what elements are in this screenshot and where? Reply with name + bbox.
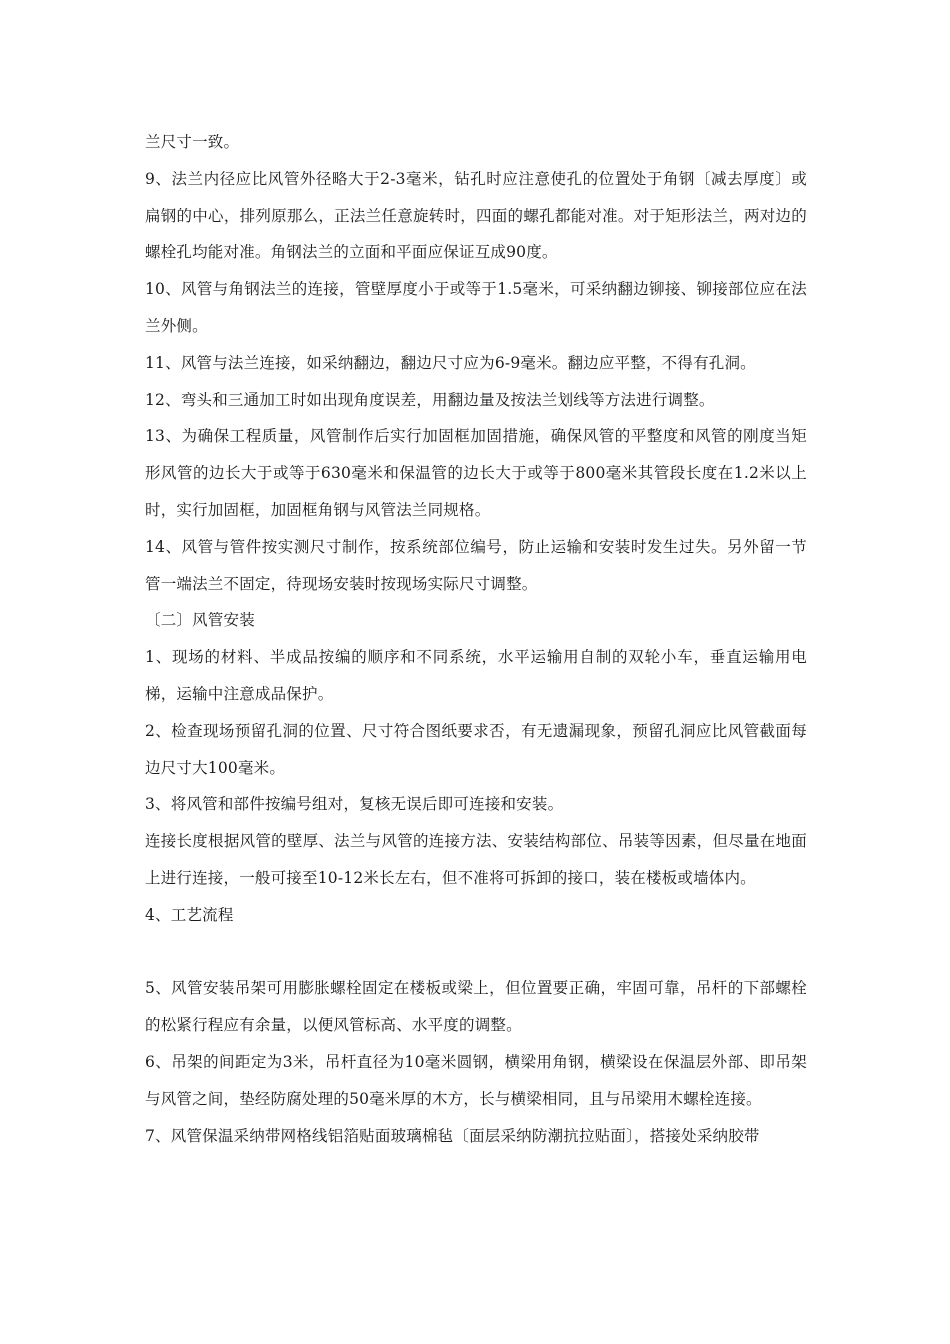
paragraph-item-12: 12、弯头和三通加工时如出现角度误差，用翻边量及按法兰划线等方法进行调整。 (145, 390, 715, 409)
blank-line (145, 934, 807, 971)
section-heading-duct-installation: 〔二〕风管安装 (145, 611, 255, 630)
paragraph-connection-length: 连接长度根据风管的壁厚、法兰与风管的连接方法、安装结构部位、吊装等因素，但尽量在地面上进行连接，一般可接至10-12米长左右，但不准将可拆卸的接口，装在楼板或墙体内。 (145, 832, 807, 887)
paragraph-item-14: 14、风管与管件按实测尺寸制作，按系统部位编号，防止运输和安装时发生过失。另外留一节管一端法兰不固定，待现场安装时按现场实际尺寸调整。 (145, 537, 807, 593)
paragraph-install-1: 1、现场的材料、半成品按编的顺序和不同系统，水平运输用自制的双轮小车，垂直运输用电梯，运输中注意成品保护。 (145, 648, 807, 703)
paragraph-install-7: 7、风管保温采纳带网格线铝箔贴面玻璃棉毡〔面层采纳防潮抗拉贴面〕，搭接处采纳胶带 (145, 1126, 760, 1145)
paragraph-flange-size-end: 兰尺寸一致。 (145, 133, 240, 151)
paragraph-install-2: 2、检查现场预留孔洞的位置、尺寸符合图纸要求否，有无遗漏现象，预留孔洞应比风管截面每边尺寸大100毫米。 (145, 721, 807, 777)
document-body (145, 124, 807, 1154)
paragraph-item-10: 10、风管与角钢法兰的连接，管壁厚度小于或等于1.5毫米，可采纳翻边铆接、铆接部位应在法兰外侧。 (145, 280, 807, 335)
paragraph-install-6: 6、吊架的间距定为3米，吊杆直径为10毫米圆钢，横梁用角钢，横梁设在保温层外部、即吊架与风管之间，垫经防腐处理的50毫米厚的木方，长与横梁相同，且与吊梁用木螺栓连接。 (145, 1052, 807, 1108)
paragraph-item-9: 9、法兰内径应比风管外径略大于2-3毫米，钻孔时应注意使孔的位置处于角钢〔减去厚度〕或扁钢的中心，排列原那么，正法兰任意旋转时，四面的螺孔都能对准。对于矩形法兰，两对边的螺栓孔均能对准。角钢法兰的立面和平面应保证互成90度。 (145, 169, 807, 262)
paragraph-install-3: 3、将风管和部件按编号组对，复核无误后即可连接和安装。 (145, 795, 564, 814)
paragraph-item-11: 11、风管与法兰连接，如采纳翻边，翻边尺寸应为6-9毫米。翻边应平整，不得有孔洞。 (145, 353, 756, 372)
paragraph-item-13: 13、为确保工程质量，风管制作后实行加固框加固措施，确保风管的平整度和风管的刚度当矩形风管的边长大于或等于630毫米和保温管的边长大于或等于800毫米其管段长度在1.2米以上时，实行加固框，加固框角钢与风管法兰同规格。 (145, 427, 807, 519)
paragraph-install-5: 5、风管安装吊架可用膨胀螺栓固定在楼板或梁上，但位置要正确，牢固可靠，吊杆的下部螺栓的松紧行程应有余量，以便风管标高、水平度的调整。 (145, 979, 807, 1035)
paragraph-install-4-process: 4、工艺流程 (145, 905, 234, 924)
